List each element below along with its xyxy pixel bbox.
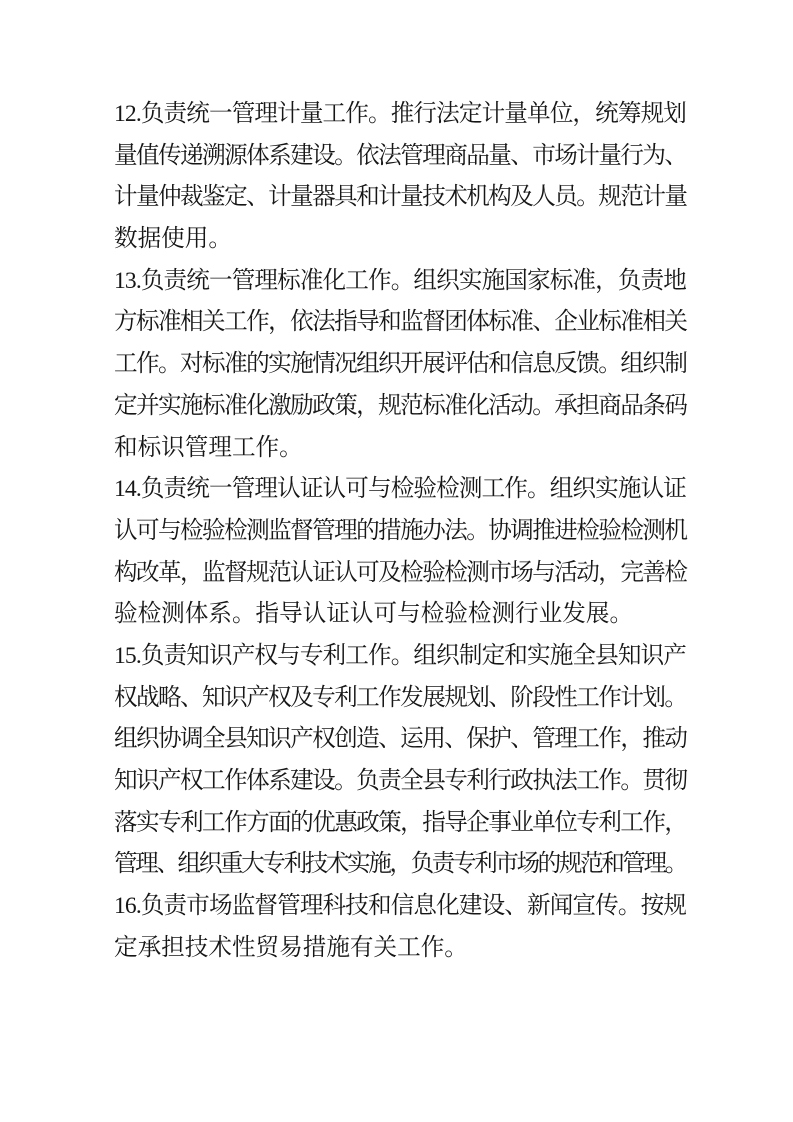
paragraph-16 — [114, 886, 686, 969]
text-line: 数据使用。 — [114, 226, 232, 253]
paragraph-13 — [114, 261, 686, 469]
text-line: 定并实施标准化激励政策，规范标准化活动。承担商品条码 — [114, 392, 687, 419]
text-line: 知识产权工作体系建设。负责全县专利行政执法工作。贯彻 — [114, 768, 687, 794]
text-line: 管理、组织重大专利技术实施，负责专利市场的规范和管理。 — [114, 851, 686, 878]
paragraph-12 — [114, 94, 686, 261]
text-line: 权战略、知识产权及专利工作发展规划、阶段性工作计划。 — [114, 684, 687, 711]
text-line: 12.负责统一管理计量工作。推行法定计量单位，统筹规划 — [114, 101, 686, 127]
text-line: 量值传递溯源体系建设。依法管理商品量、市场计量行为、 — [114, 142, 687, 169]
text-line: 16.负责市场监督管理科技和信息化建设、新闻宣传。按规 — [114, 893, 686, 920]
text-line: 方标准相关工作，依法指导和监督团体标准、企业标准相关 — [114, 309, 687, 336]
text-line: 组织协调全县知识产权创造、运用、保护、管理工作，推动 — [114, 726, 687, 753]
text-line: 认可与检验检测监督管理的措施办法。协调推进检验检测机 — [114, 517, 687, 544]
text-line: 验检测体系。指导认证认可与检验检测行业发展。 — [114, 601, 634, 628]
document-body — [114, 94, 686, 969]
paragraph-15 — [114, 636, 686, 886]
text-line: 落实专利工作方面的优惠政策，指导企事业单位专利工作， — [114, 809, 687, 836]
text-line: 构改革，监督规范认证认可及检验检测市场与活动，完善检 — [114, 559, 687, 586]
text-line: 14.负责统一管理认证认可与检验检测工作。组织实施认证 — [114, 476, 686, 503]
paragraph-14 — [114, 469, 686, 636]
text-line: 13.负责统一管理标准化工作。组织实施国家标准，负责地 — [114, 267, 686, 294]
text-line: 和标识管理工作。 — [114, 434, 303, 461]
text-line: 工作。对标准的实施情况组织开展评估和信息反馈。组织制 — [114, 351, 687, 378]
text-line: 15.负责知识产权与专利工作。组织制定和实施全县知识产 — [114, 642, 686, 669]
text-line: 计量仲裁鉴定、计量器具和计量技术机构及人员。规范计量 — [114, 184, 687, 211]
text-line: 定承担技术性贸易措施有关工作。 — [114, 934, 468, 961]
